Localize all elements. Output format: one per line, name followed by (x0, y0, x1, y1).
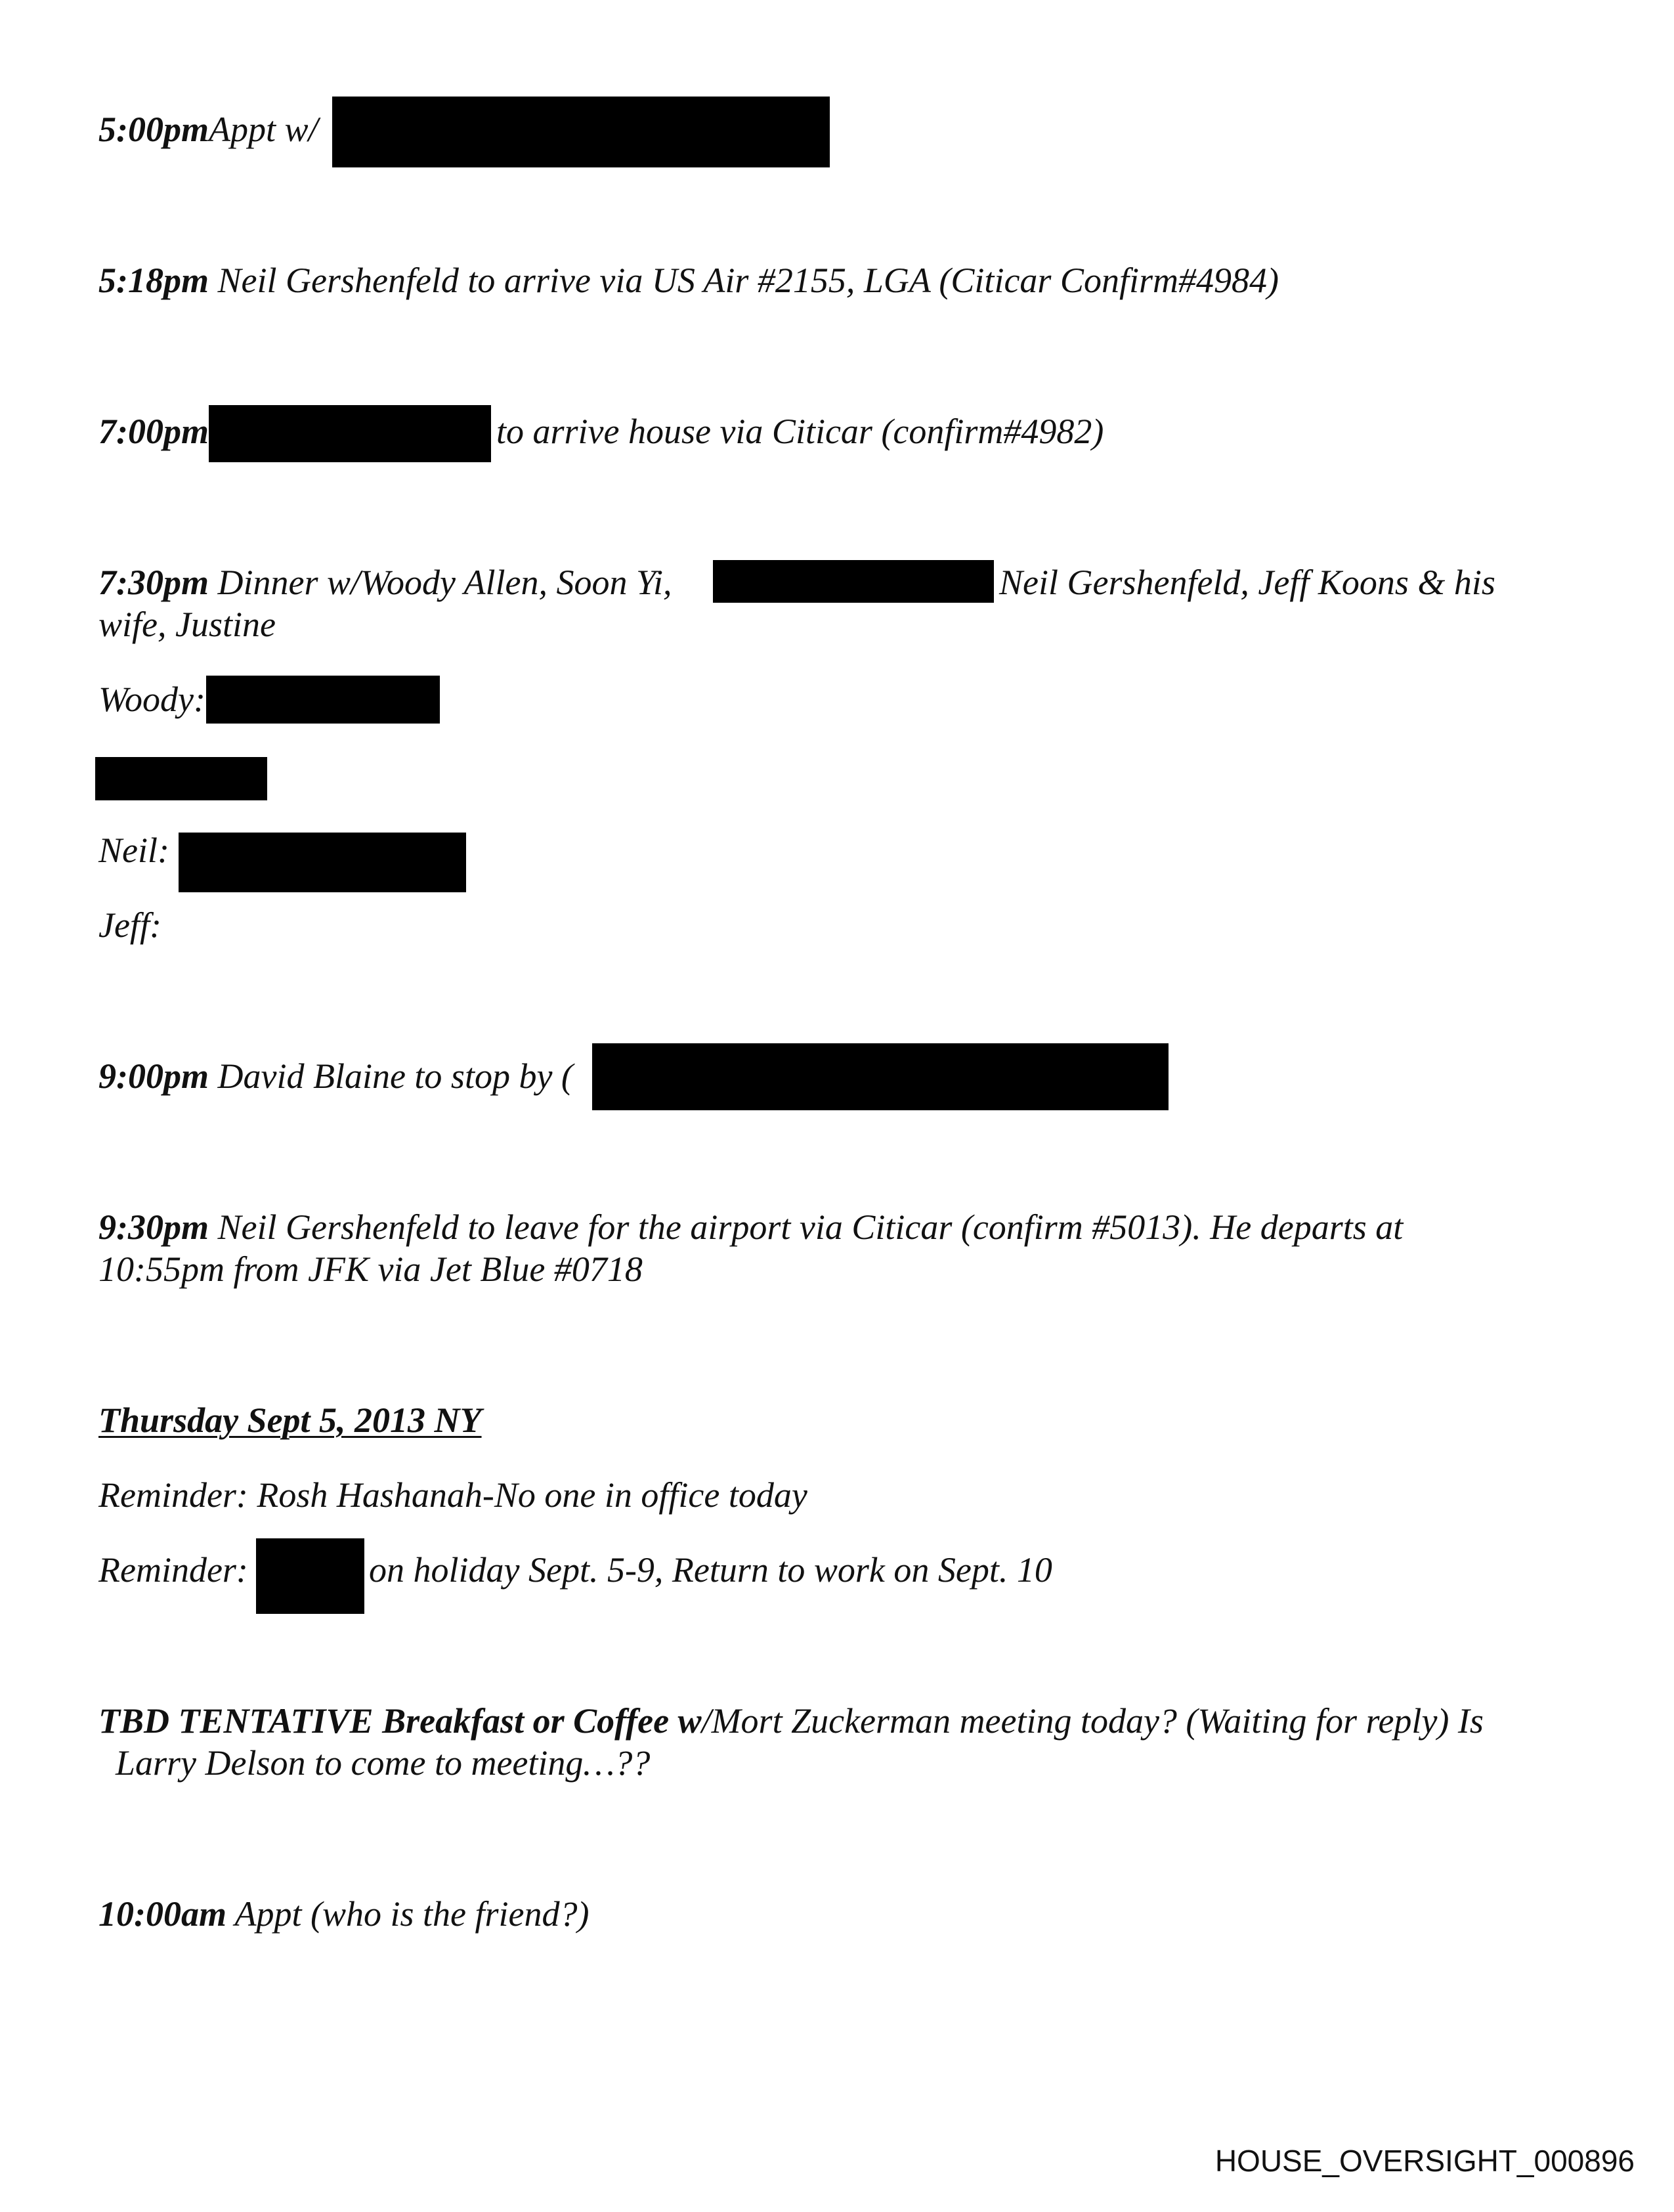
tbd-bold: TBD TENTATIVE Breakfast or Coffee w (98, 1701, 702, 1741)
entry-9-30pm (98, 1205, 1403, 1249)
day-heading: Thursday Sept 5, 2013 NY (98, 1400, 482, 1440)
bates-stamp: HOUSE_OVERSIGHT_000896 (1214, 2144, 1635, 2178)
entry-time: 7:00pm (98, 412, 209, 451)
redaction-box (95, 757, 267, 800)
entry-text: wife, Justine (98, 605, 276, 644)
entry-7-30pm-cont (999, 561, 1495, 604)
entry-text: Dinner w/Woody Allen, Soon Yi, (209, 563, 672, 602)
reminder-text: on holiday Sept. 5-9, Return to work on Sept. 10 (369, 1550, 1052, 1590)
redaction-box (592, 1043, 1169, 1110)
reminder-2-cont (369, 1548, 1052, 1592)
entry-9-00pm (98, 1054, 573, 1098)
entry-text: David Blaine to stop by ( (209, 1056, 573, 1096)
reminder-1 (98, 1473, 807, 1517)
entry-text: Appt w/ (209, 110, 318, 149)
tbd-entry (98, 1699, 1484, 1743)
redaction-box (713, 560, 994, 603)
entry-time: 5:00pm (98, 110, 209, 149)
guest-woody (98, 678, 205, 721)
entry-9-30pm-line2 (98, 1247, 643, 1291)
entry-text: Neil Gershenfeld, Jeff Koons & his (999, 563, 1495, 602)
entry-time: 9:00pm (98, 1056, 209, 1096)
reminder-text: Reminder: Rosh Hashanah-No one in office today (98, 1475, 807, 1515)
entry-5-18pm (98, 259, 1279, 302)
entry-time: 5:18pm (98, 261, 209, 300)
guest-jeff (98, 903, 161, 947)
entry-7-00pm-text (496, 410, 1104, 453)
tbd-text: /Mort Zuckerman meeting today? (Waiting for reply) Is (701, 1701, 1484, 1741)
entry-text: to arrive house via Citicar (confirm#4982) (496, 412, 1104, 451)
entry-time: 10:00am (98, 1894, 226, 1934)
entry-7-30pm (98, 561, 672, 604)
redaction-box (206, 676, 440, 724)
guest-neil (98, 829, 169, 872)
redaction-box (256, 1538, 364, 1614)
entry-text: Appt (who is the friend?) (226, 1894, 590, 1934)
guest-label: Neil: (98, 831, 169, 870)
redaction-box (179, 833, 466, 892)
entry-7-30pm-line2 (98, 603, 276, 646)
reminder-2 (98, 1548, 248, 1592)
entry-time: 7:30pm (98, 563, 209, 602)
guest-label: Woody: (98, 680, 205, 719)
tbd-entry-line2 (116, 1741, 650, 1785)
tbd-text: Larry Delson to come to meeting…?? (116, 1743, 651, 1783)
entry-7-00pm (98, 410, 209, 453)
entry-10-00am (98, 1892, 589, 1936)
entry-time: 9:30pm (98, 1207, 209, 1247)
entry-text: Neil Gershenfeld to arrive via US Air #2155, LGA (Citicar Confirm#4984) (209, 261, 1279, 300)
entry-text: 10:55pm from JFK via Jet Blue #0718 (98, 1249, 643, 1289)
redaction-box (209, 405, 491, 462)
redaction-box (332, 97, 830, 167)
guest-label: Jeff: (98, 905, 161, 945)
entry-5-00pm (98, 108, 318, 151)
entry-text: Neil Gershenfeld to leave for the airport via Citicar (confirm #5013). He departs at (209, 1207, 1404, 1247)
reminder-text: Reminder: (98, 1550, 248, 1590)
